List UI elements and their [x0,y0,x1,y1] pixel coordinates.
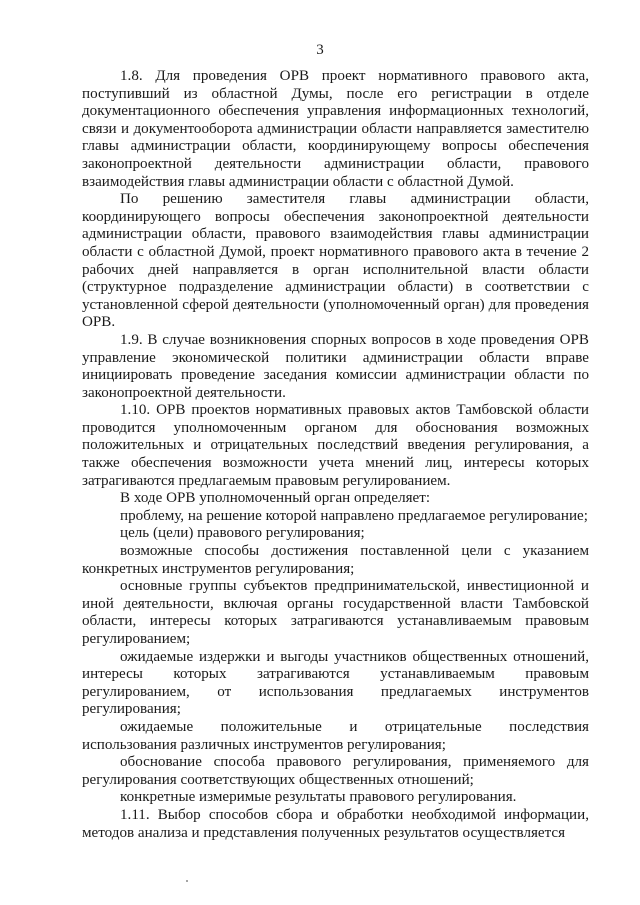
page-number: 3 [316,42,324,58]
scan-speck [186,880,188,882]
paragraph-decision: По решению заместителя главы администрации области, координирующего вопросы обеспечения законопроектной деятельности администрации области, правового взаимодействия главы администрации области с областной Думой, проект нормативного правового акта в течение 2 рабочих дней направляется в орган исполнительной власти области (структурное подразделение администрации области) в соответствии с установленной сферой деятельности (уполномоченный орган) для проведения ОРВ. [82,191,589,331]
list-item-subject-groups: основные группы субъектов предпринимательской, инвестиционной и иной деятельности, включая органы государственной власти Тамбовской области, интересы которых затрагиваются устанавливаемым правовым регулированием; [82,578,589,647]
list-item-goal: цель (цели) правового регулирования; [120,525,365,542]
list-item-problem: проблему, на решение которой направлено предлагаемое регулирование; [120,507,588,524]
list-item-results: конкретные измеримые результаты правового регулирования. [120,789,517,806]
paragraph-1-10: 1.10. ОРВ проектов нормативных правовых актов Тамбовской области проводится уполномоченным органом для обоснования возможных положительных и отрицательных последствий введения регулирования, а также обеспечения возможности учета мнений лиц, интересы которых затрагиваются предлагаемым правовым регулированием. [82,402,589,489]
paragraph-1-9: 1.9. В случае возникновения спорных вопросов в ходе проведения ОРВ управление экономической политики администрации области вправе инициировать проведение заседания комиссии администрации области по законопроектной деятельности. [82,331,589,401]
paragraph-1-11: 1.11. Выбор способов сбора и обработки необходимой информации, методов анализа и представления полученных результатов осуществляется [82,806,589,841]
list-item-methods: возможные способы достижения поставленной цели с указанием конкретных инструментов регулирования; [82,543,589,577]
list-item-justification: обоснование способа правового регулирования, применяемого для регулирования соответствующих общественных отношений; [82,754,589,788]
document-body [82,68,589,842]
paragraph-1-8: 1.8. Для проведения ОРВ проект нормативного правового акта, поступивший из областной Думы, после его регистрации в отделе документационного обеспечения управления информационных технологий, связи и документооборота администрации области направляется заместителю главы администрации области, координирующему вопросы обеспечения законопроектной деятельности администрации области, правового взаимодействия главы администрации области с областной Думой. [82,68,589,190]
paragraph-orv-determines: В ходе ОРВ уполномоченный орган определяет: [120,490,431,507]
list-item-consequences: ожидаемые положительные и отрицательные последствия использования различных инструментов регулирования; [82,718,589,753]
list-item-costs-benefits: ожидаемые издержки и выгоды участников общественных отношений, интересы которых затрагиваются устанавливаемым правовым регулированием, от использования предлагаемых инструментов регулирования; [82,648,589,718]
